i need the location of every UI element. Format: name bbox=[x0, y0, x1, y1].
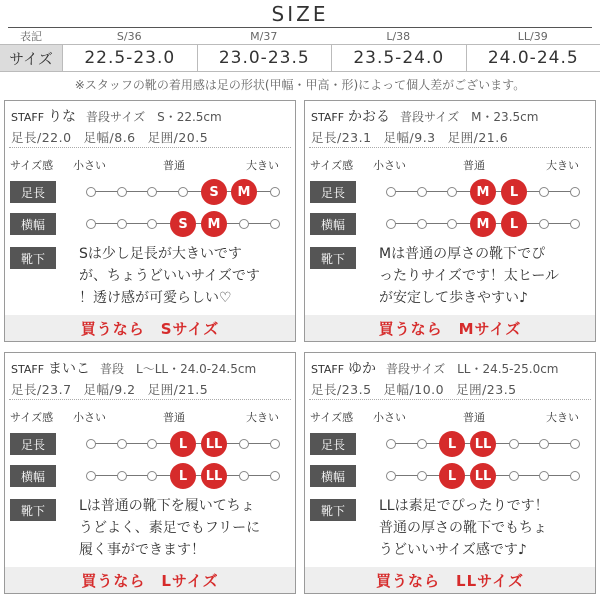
width-scale bbox=[391, 464, 575, 488]
foot-girth: 足囲/20.5 bbox=[147, 130, 209, 145]
foot-girth: 足囲/21.6 bbox=[447, 130, 509, 145]
scale-dot bbox=[417, 471, 427, 481]
size-pick-marker: M bbox=[201, 211, 227, 237]
scale-dot bbox=[447, 187, 457, 197]
comment-line: ったりサイズです！太ヒール bbox=[379, 268, 560, 284]
scale-dot bbox=[570, 439, 580, 449]
scale-dot bbox=[147, 187, 157, 197]
foot-width: 足幅/8.6 bbox=[83, 130, 136, 145]
socks-tag: 靴下 bbox=[310, 499, 356, 521]
scale-dot bbox=[147, 439, 157, 449]
value-l: 23.5-24.0 bbox=[331, 45, 466, 71]
size-pick-marker: L bbox=[170, 463, 196, 489]
divider bbox=[9, 399, 291, 400]
length-tag: 足長 bbox=[310, 433, 356, 455]
length-scale bbox=[391, 432, 575, 456]
scale-dot bbox=[417, 219, 427, 229]
header-ll: LL/39 bbox=[517, 29, 548, 43]
scale-dot bbox=[147, 219, 157, 229]
normal-label: 普通 bbox=[163, 411, 185, 424]
large-label: 大きい bbox=[546, 411, 579, 424]
scale-dot bbox=[117, 471, 127, 481]
scale-dot bbox=[447, 219, 457, 229]
width-tag: 横幅 bbox=[10, 213, 56, 235]
large-label: 大きい bbox=[246, 411, 279, 424]
size-pick-marker: L bbox=[170, 431, 196, 457]
comment-line: が、ちょうどいいサイズです bbox=[79, 268, 260, 284]
scale-dot bbox=[417, 187, 427, 197]
scale-dot bbox=[86, 219, 96, 229]
foot-width: 足幅/9.2 bbox=[83, 382, 136, 397]
size-feel-label: サイズ感 bbox=[310, 411, 354, 424]
header-l: L/38 bbox=[386, 29, 411, 43]
width-tag: 横幅 bbox=[310, 213, 356, 235]
scale-dot bbox=[386, 187, 396, 197]
width-scale bbox=[391, 212, 575, 236]
size-table-header bbox=[0, 28, 600, 44]
size-feel-label: サイズ感 bbox=[310, 159, 354, 172]
usual-size: 普段サイズ M・23.5cm bbox=[400, 110, 539, 124]
size-pick-marker: LL bbox=[470, 463, 496, 489]
socks-tag: 靴下 bbox=[310, 247, 356, 269]
size-pick-marker: S bbox=[170, 211, 196, 237]
staff-label: STAFF bbox=[311, 363, 345, 376]
small-label: 小さい bbox=[73, 411, 106, 424]
scale-dot bbox=[570, 219, 580, 229]
scale-dot bbox=[386, 471, 396, 481]
staff-card bbox=[4, 100, 296, 342]
value-m: 23.0-23.5 bbox=[197, 45, 332, 71]
size-feel-label: サイズ感 bbox=[10, 159, 54, 172]
size-feel-label: サイズ感 bbox=[10, 411, 54, 424]
scale-dot bbox=[570, 471, 580, 481]
header-notation: 表記 bbox=[20, 30, 42, 43]
foot-width: 足幅/10.0 bbox=[383, 382, 445, 397]
divider bbox=[309, 147, 591, 148]
length-tag: 足長 bbox=[10, 433, 56, 455]
row-label-size: サイズ bbox=[0, 45, 62, 71]
value-ll: 24.0-24.5 bbox=[466, 45, 600, 71]
staff-comment bbox=[79, 243, 293, 309]
foot-length: 足長/23.1 bbox=[311, 130, 372, 145]
divider bbox=[309, 399, 591, 400]
scale-dot bbox=[239, 471, 249, 481]
scale-dot bbox=[270, 471, 280, 481]
width-tag: 横幅 bbox=[310, 465, 356, 487]
header-s: S/36 bbox=[116, 29, 142, 43]
foot-girth: 足囲/23.5 bbox=[456, 382, 517, 397]
width-scale bbox=[91, 212, 275, 236]
size-pick-marker: L bbox=[439, 463, 465, 489]
comment-line: LLは素足でぴったりです！ bbox=[379, 498, 549, 514]
value-s: 22.5-23.0 bbox=[62, 45, 197, 71]
comment-line: Sは少し足長が大きいです bbox=[79, 246, 242, 262]
size-pick-marker: L bbox=[439, 431, 465, 457]
scale-dot bbox=[239, 219, 249, 229]
scale-dot bbox=[570, 187, 580, 197]
staff-header bbox=[11, 106, 222, 126]
small-label: 小さい bbox=[73, 159, 106, 172]
staff-name: りな bbox=[48, 109, 77, 125]
staff-card bbox=[304, 100, 596, 342]
fit-note: ※スタッフの靴の着用感は足の形状(甲幅・甲高・形)によって個人差がございます。 bbox=[74, 78, 526, 92]
length-scale bbox=[91, 432, 275, 456]
size-pick-marker: L bbox=[501, 179, 527, 205]
comment-line: うどよく、素足でもフリーに bbox=[79, 520, 261, 536]
normal-label: 普通 bbox=[463, 159, 485, 172]
scale-dot bbox=[509, 439, 519, 449]
foot-measurements bbox=[11, 128, 220, 146]
socks-tag: 靴下 bbox=[10, 247, 56, 269]
scale-dot bbox=[239, 439, 249, 449]
size-pick-marker: S bbox=[201, 179, 227, 205]
foot-girth: 足囲/21.5 bbox=[147, 382, 209, 397]
scale-dot bbox=[539, 471, 549, 481]
foot-length: 足長/23.7 bbox=[11, 382, 72, 397]
staff-label: STAFF bbox=[11, 111, 45, 124]
large-label: 大きい bbox=[246, 159, 279, 172]
size-pick-marker: LL bbox=[201, 431, 227, 457]
staff-label: STAFF bbox=[311, 111, 345, 124]
scale-dot bbox=[86, 187, 96, 197]
divider bbox=[9, 147, 291, 148]
size-pick-marker: M bbox=[470, 179, 496, 205]
size-pick-marker: M bbox=[470, 211, 496, 237]
size-title: SIZE bbox=[271, 2, 329, 26]
size-pick-marker: LL bbox=[201, 463, 227, 489]
staff-comment bbox=[379, 495, 593, 561]
usual-size: 普段サイズ LL・24.5-25.0cm bbox=[386, 362, 559, 376]
comment-line: 普通の厚さの靴下でもちょ bbox=[379, 520, 547, 536]
scale-dot bbox=[539, 439, 549, 449]
recommended-size: 買うなら Sサイズ bbox=[5, 315, 295, 341]
foot-length: 足長/23.5 bbox=[311, 382, 372, 397]
size-table-values bbox=[0, 44, 600, 72]
socks-tag: 靴下 bbox=[10, 499, 56, 521]
length-scale bbox=[91, 180, 275, 204]
scale-dot bbox=[86, 471, 96, 481]
foot-length: 足長/22.0 bbox=[11, 130, 72, 145]
scale-dot bbox=[417, 439, 427, 449]
recommended-size: 買うなら Mサイズ bbox=[305, 315, 595, 341]
scale-dot bbox=[270, 219, 280, 229]
scale-dot bbox=[270, 187, 280, 197]
scale-dot bbox=[386, 219, 396, 229]
staff-card bbox=[4, 352, 296, 594]
staff-name: かおる bbox=[348, 109, 391, 125]
scale-dot bbox=[117, 439, 127, 449]
staff-comment bbox=[379, 243, 593, 309]
size-pick-marker: M bbox=[231, 179, 257, 205]
scale-dot bbox=[86, 439, 96, 449]
staff-card bbox=[304, 352, 596, 594]
comment-line: Lは普通の靴下を履いてちょ bbox=[79, 498, 255, 514]
staff-header bbox=[311, 106, 538, 126]
foot-measurements bbox=[11, 380, 220, 398]
scale-dot bbox=[539, 219, 549, 229]
width-scale bbox=[91, 464, 275, 488]
recommended-size: 買うなら LLサイズ bbox=[305, 567, 595, 593]
scale-dot bbox=[117, 219, 127, 229]
size-pick-marker: L bbox=[501, 211, 527, 237]
length-scale bbox=[391, 180, 575, 204]
scale-dot bbox=[509, 471, 519, 481]
staff-header bbox=[11, 358, 256, 378]
small-label: 小さい bbox=[373, 159, 406, 172]
length-tag: 足長 bbox=[310, 181, 356, 203]
comment-line: が安定して歩きやすい♪ bbox=[379, 290, 528, 306]
scale-dot bbox=[270, 439, 280, 449]
size-table bbox=[0, 28, 600, 72]
foot-measurements bbox=[311, 128, 520, 146]
staff-label: STAFF bbox=[11, 363, 45, 376]
normal-label: 普通 bbox=[463, 411, 485, 424]
large-label: 大きい bbox=[546, 159, 579, 172]
small-label: 小さい bbox=[373, 411, 406, 424]
usual-size: 普段 L〜LL・24.0-24.5cm bbox=[100, 362, 257, 376]
usual-size: 普段サイズ S・22.5cm bbox=[86, 110, 222, 124]
scale-dot bbox=[178, 187, 188, 197]
normal-label: 普通 bbox=[163, 159, 185, 172]
foot-measurements bbox=[311, 380, 529, 398]
header-m: M/37 bbox=[250, 29, 278, 43]
scale-dot bbox=[539, 187, 549, 197]
comment-line: 履く事ができます！ bbox=[79, 542, 205, 558]
staff-name: まいこ bbox=[48, 361, 91, 377]
length-tag: 足長 bbox=[10, 181, 56, 203]
scale-dot bbox=[386, 439, 396, 449]
staff-comment bbox=[79, 495, 293, 561]
scale-dot bbox=[117, 187, 127, 197]
scale-dot bbox=[147, 471, 157, 481]
staff-header bbox=[311, 358, 559, 378]
width-tag: 横幅 bbox=[10, 465, 56, 487]
recommended-size: 買うなら Lサイズ bbox=[5, 567, 295, 593]
comment-line: うどいいサイズ感です♪ bbox=[379, 542, 527, 558]
foot-width: 足幅/9.3 bbox=[383, 130, 436, 145]
comment-line: ！透け感が可愛らしい♡ bbox=[79, 290, 232, 306]
size-pick-marker: LL bbox=[470, 431, 496, 457]
staff-name: ゆか bbox=[348, 361, 377, 377]
comment-line: Mは普通の厚さの靴下でぴ bbox=[379, 246, 546, 262]
